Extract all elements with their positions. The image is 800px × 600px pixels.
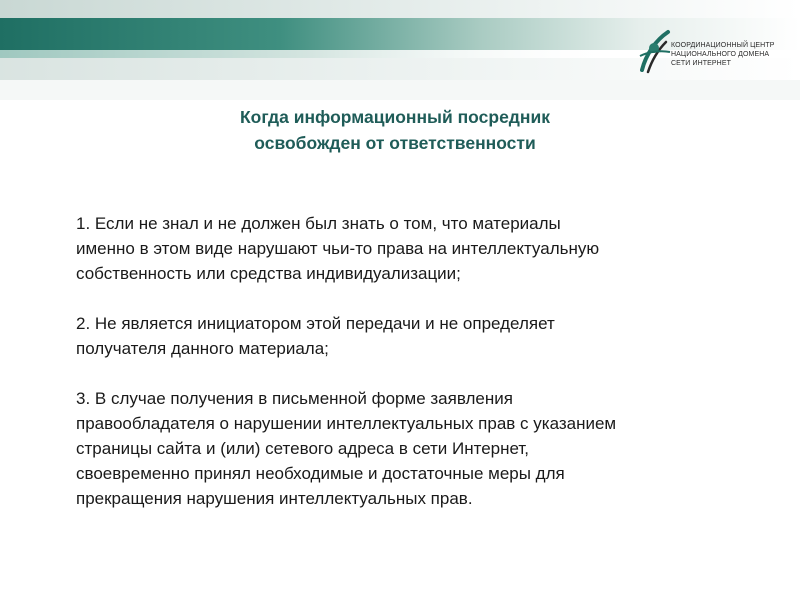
point-line: 1. Если не знал и не должен был знать о том, что материалы xyxy=(76,214,561,233)
point-1 xyxy=(76,211,766,286)
logo-line: НАЦИОНАЛЬНОГО ДОМЕНА xyxy=(671,51,770,58)
title-line: Когда информационный посредник xyxy=(240,107,550,127)
logo xyxy=(638,26,788,78)
point-line: прекращения нарушения интеллектуальных прав. xyxy=(76,489,473,508)
point-3 xyxy=(76,386,766,511)
slide-body xyxy=(76,211,766,536)
point-2 xyxy=(76,311,766,361)
point-line: собственность или средства индивидуализации; xyxy=(76,264,461,283)
point-line: своевременно принял необходимые и достаточные меры для xyxy=(76,464,565,483)
point-line: именно в этом виде нарушают чьи-то права на интеллектуальную xyxy=(76,239,600,258)
logo-line: КООРДИНАЦИОННЫЙ ЦЕНТР xyxy=(671,42,775,49)
point-line: страницы сайта и (или) сетевого адреса в сети Интернет, xyxy=(76,439,530,458)
point-line: 2. Не является инициатором этой передачи и не определяет xyxy=(76,314,555,333)
globe-swoosh-icon xyxy=(638,26,672,78)
title-line: освобожден от ответственности xyxy=(254,133,536,153)
point-line: правообладателя о нарушении интеллектуальных прав с указанием xyxy=(76,414,617,433)
logo-text xyxy=(671,41,774,68)
point-line: 3. В случае получения в письменной форме заявления xyxy=(76,389,513,408)
slide-title xyxy=(150,104,640,156)
point-line: получателя данного материала; xyxy=(76,339,329,358)
logo-line: СЕТИ ИНТЕРНЕТ xyxy=(671,60,731,67)
